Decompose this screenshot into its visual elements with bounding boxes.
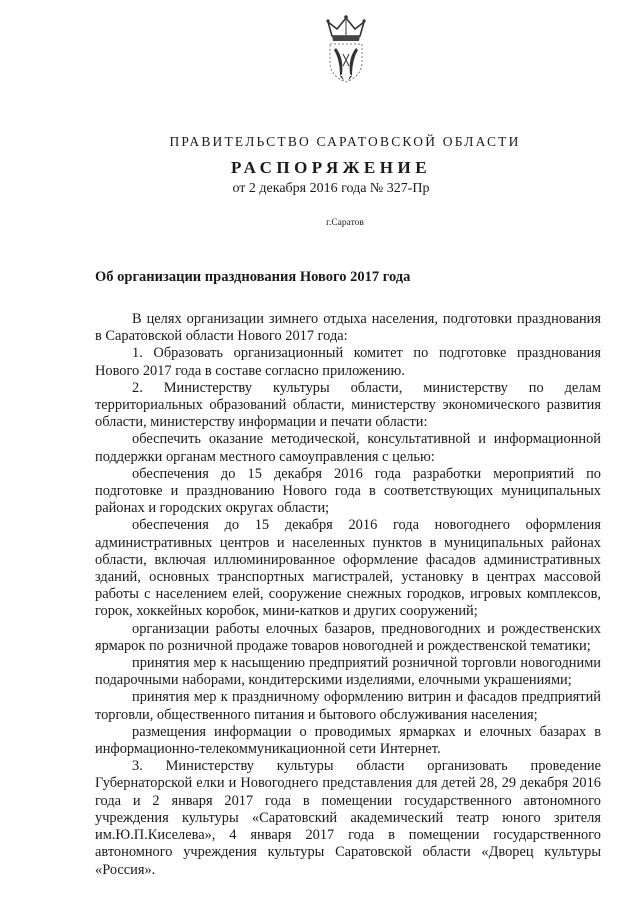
government-name: ПРАВИТЕЛЬСТВО САРАТОВСКОЙ ОБЛАСТИ: [169, 134, 521, 149]
paragraph-item-1: 1. Образовать организационный комитет по подготовке празднования Нового 2017 года в составе согласно приложению.: [95, 345, 601, 379]
document-type: РАСПОРЯЖЕНИЕ: [230, 158, 432, 177]
paragraph-item-3: 3. Министерству культуры области организовать проведение Губернаторской елки и Новогоднего представления для детей 28, 29 декабря 2016 года и 2 января 2017 года в помещении государственного автономного учреждения культуры «Саратовский академический театр юного зрителя им.Ю.П.Киселева», 4 января 2017 года в помещении государственного автономного учреждения культуры Саратовской области «Дворец культуры «Россия».: [95, 758, 601, 878]
paragraph-preamble: В целях организации зимнего отдыха населения, подготовки празднования в Саратовской области Нового 2017 года:: [95, 311, 601, 345]
document-title: Об организации празднования Нового 2017 года: [95, 269, 411, 285]
paragraph-item-2-shopfronts: принятия мер к праздничному оформлению витрин и фасадов предприятий торговли, общественного питания и бытового обслуживания населения;: [95, 689, 601, 723]
paragraph-item-2-events: обеспечения до 15 декабря 2016 года разработки мероприятий по подготовке и празднованию Нового года в соответствующих муниципальных районах и городских округах области;: [95, 465, 601, 517]
document-city: г.Саратов: [326, 218, 364, 228]
paragraph-item-2-decoration: обеспечения до 15 декабря 2016 года новогоднего оформления административных центров и населенных пунктов в муниципальных районах области, включая иллюминированное оформление фасадов административных зданий, основных транспортных магистралей, установку в центрах массовой работы с населением елей, сооружение снежных городков, игровых комплексов, горок, хоккейных коробок, мини-катков и других сооружений;: [95, 517, 601, 620]
coat-of-arms-icon: [318, 14, 374, 86]
document-date-number: от 2 декабря 2016 года № 327-Пр: [232, 181, 430, 196]
paragraph-item-2-gifts: принятия мер к насыщению предприятий розничной торговли новогодними подарочными наборами, кондитерскими изделиями, елочными украшениями;: [95, 655, 601, 689]
paragraph-item-2: 2. Министерству культуры области, министерству по делам территориальных образований области, министерству экономического развития области, министерству информации и печати области:: [95, 379, 601, 431]
paragraph-item-2-markets: организации работы елочных базаров, предновогодних и рождественских ярмарок по розничной продаже товаров новогодней и рождественской тематики;: [95, 620, 601, 654]
paragraph-item-2-support: обеспечить оказание методической, консультативной и информационной поддержки органам местного самоуправления с целью:: [95, 431, 601, 465]
document-body: [95, 311, 601, 879]
paragraph-item-2-internet: размещения информации о проводимых ярмарках и елочных базарах в информационно-телекоммуникационной сети Интернет.: [95, 723, 601, 758]
